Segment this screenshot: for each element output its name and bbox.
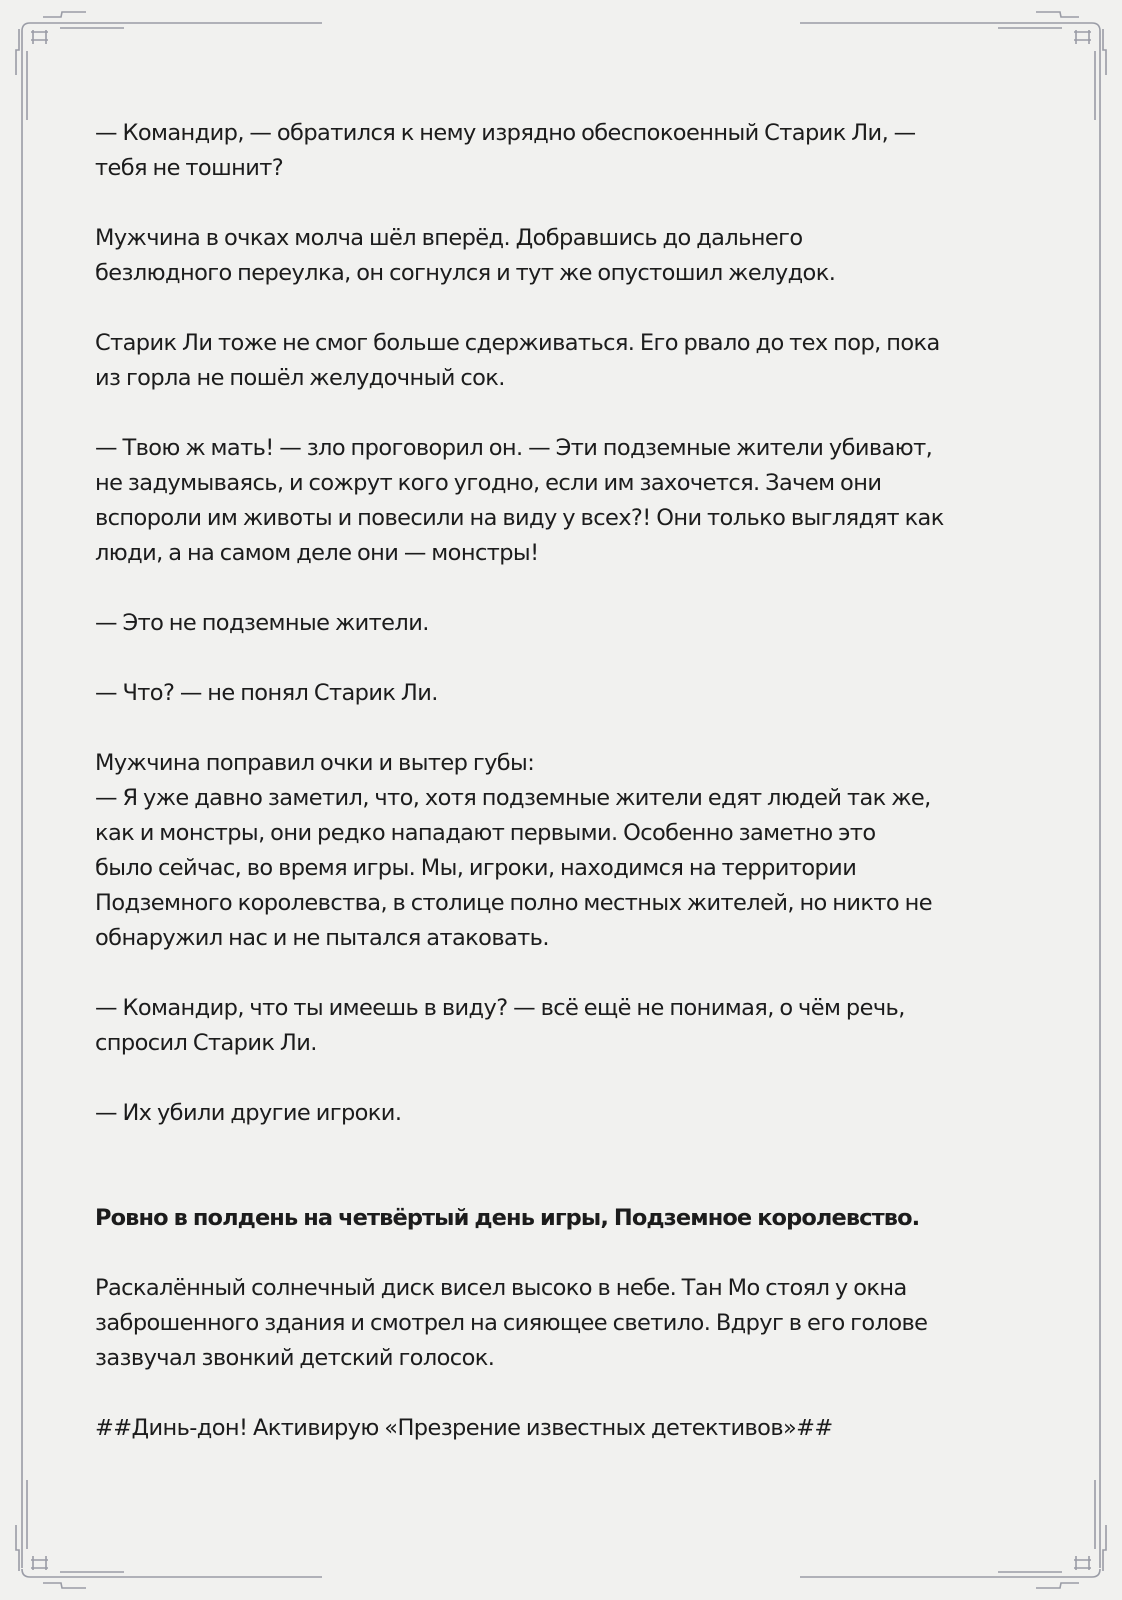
paragraph: [95, 991, 1025, 1061]
text-line: безлюдного переулка, он согнулся и тут же опустошил желудок.: [95, 260, 836, 286]
paragraph: [95, 431, 1025, 571]
text-line: не задумываясь, и сожрут кого угодно, если им захочется. Зачем они: [95, 470, 882, 496]
text-line: — Их убили другие игроки.: [95, 1100, 402, 1126]
paragraph: [95, 326, 1025, 396]
text-line: Ровно в полдень на четвёртый день игры, Подземное королевство.: [95, 1205, 920, 1231]
paragraph: [95, 116, 1025, 186]
paragraph: [95, 746, 1025, 956]
text-line: — Это не подземные жители.: [95, 610, 429, 636]
text-line: Мужчина поправил очки и вытер губы:: [95, 750, 535, 776]
text-line: спросил Старик Ли.: [95, 1030, 317, 1056]
corner-ornament-bottom-left: [16, 1480, 322, 1588]
text-line: — Командир, — обратился к нему изрядно обеспокоенный Старик Ли, —: [95, 120, 916, 146]
scene-heading: [95, 1201, 1025, 1236]
corner-ornament-bottom-right: [800, 1480, 1106, 1588]
text-line: ##Динь-дон! Активирую «Презрение известных детективов»##: [95, 1415, 833, 1441]
text-line: — Что? — не понял Старик Ли.: [95, 680, 438, 706]
text-line: Подземного королевства, в столице полно местных жителей, но никто не: [95, 890, 932, 916]
text-line: зазвучал звонкий детский голосок.: [95, 1345, 495, 1371]
text-line: из горла не пошёл желудочный сок.: [95, 365, 505, 391]
text-line: Старик Ли тоже не смог больше сдерживаться. Его рвало до тех пор, пока: [95, 330, 940, 356]
paragraph: [95, 676, 1025, 711]
text-line: — Командир, что ты имеешь в виду? — всё ещё не понимая, о чём речь,: [95, 995, 905, 1021]
system-message: [95, 1411, 1025, 1446]
paragraph: [95, 606, 1025, 641]
text-line: — Твою ж мать! — зло проговорил он. — Эти подземные жители убивают,: [95, 435, 933, 461]
text-line: вспороли им животы и повесили на виду у всех?! Они только выглядят как: [95, 505, 944, 531]
text-line: было сейчас, во время игры. Мы, игроки, находимся на территории: [95, 855, 857, 881]
text-line: Раскалённый солнечный диск висел высоко в небе. Тан Мо стоял у окна: [95, 1275, 907, 1301]
text-line: заброшенного здания и смотрел на сияющее светило. Вдруг в его голове: [95, 1310, 928, 1336]
paragraph: [95, 1096, 1025, 1131]
document-body: [95, 116, 1025, 1481]
text-line: как и монстры, они редко нападают первыми. Особенно заметно это: [95, 820, 876, 846]
text-line: тебя не тошнит?: [95, 155, 284, 181]
paragraph: [95, 221, 1025, 291]
text-line: люди, а на самом деле они — монстры!: [95, 540, 539, 566]
text-line: Мужчина в очках молча шёл вперёд. Добравшись до дальнего: [95, 225, 803, 251]
text-line: — Я уже давно заметил, что, хотя подземные жители едят людей так же,: [95, 785, 931, 811]
text-line: обнаружил нас и не пытался атаковать.: [95, 925, 549, 951]
paragraph: [95, 1271, 1025, 1376]
